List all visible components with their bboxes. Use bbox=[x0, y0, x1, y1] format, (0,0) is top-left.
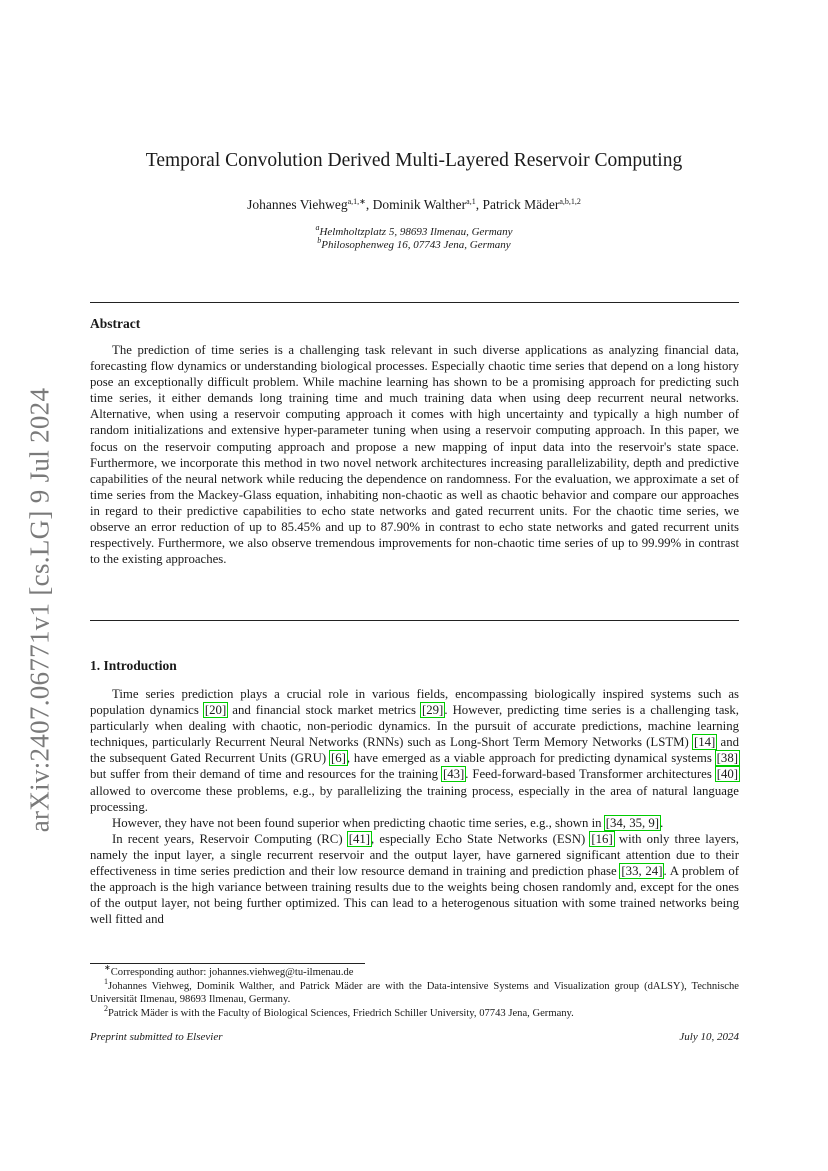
footnotes bbox=[90, 963, 739, 1020]
text-run: . Feed-forward-based Transformer architectures bbox=[465, 767, 716, 782]
footnote bbox=[90, 1003, 739, 1021]
citation-link[interactable]: [16] bbox=[591, 831, 613, 846]
footnote-text: Johannes Viehweg, Dominik Walther, and Patrick Mäder are with the Data-intensive Systems and Visualization group (dALSY), Technische Universität Ilmenau, 98693 Ilmenau, Germany. bbox=[90, 980, 739, 1005]
citation-link[interactable]: [20] bbox=[204, 703, 227, 718]
author-list: Johannes Viehweg$^{a,1,∗}$, Dominik Walther$^{a,1}$, Patrick Mäder$^{a,b,1,2}$ bbox=[247, 197, 581, 212]
citation-link[interactable]: [6] bbox=[330, 751, 346, 766]
abstract-text: The prediction of time series is a challenging task relevant in such diverse applications as analyzing financial data, forecasting flow dynamics or understanding biological processes. Especially chaotic time series that depend on a long history pose an exceptionally difficult problem. While machine learning has shown to be a promising approach for predicting such time series, it either demands long training time and much training data when using deep recurrent neural networks. Alternative, when using a reservoir computing approach it comes with high uncertainty and typically a high number of random initializations and extensive hyper-parameter tuning when using a reservoir computing approach. In this paper, we focus on the reservoir computing approach and propose a new mapping of input data into the reservoir's state space. Furthermore, we incorporate this method in two novel network architectures increasing parallelizability, depth and predictive capabilities of the neural network while reducing the dependence on randomness. For the evaluation, we approximate a set of time series from the Mackey-Glass equation, inhabiting non-chaotic as well as chaotic behavior and compare our approaches in regard to their predictive capabilities to echo state networks and gated recurrent units. For the chaotic time series, we observe an error reduction of up to 85.45% and up to 87.90% in contrast to echo state networks and gated recurrent units respectively. Furthermore, we also observe tremendous improvements for non-chaotic time series of up to 99.99% in contrast to the existing approaches. bbox=[90, 343, 739, 567]
text-run: . However, predicting time series is a challenging task, particularly when dealing with chaotic, non-periodic dynamics. In the pursuit of accurate predictions, machine learning techniques, particularly Recurrent Neural Networks (RNNs) such as Long-Short Term Memory Networks (LSTM) bbox=[90, 703, 739, 750]
citation-link[interactable]: [41] bbox=[348, 831, 371, 846]
affiliation bbox=[90, 223, 738, 239]
footnote-mark: 1 bbox=[104, 976, 108, 986]
abstract-top-rule bbox=[90, 302, 739, 303]
text-run: Time series prediction plays a crucial role in various fields, encompassing biologically inspired systems such as population dynamics bbox=[90, 687, 739, 718]
text-run: with only three layers, namely the input layer, a single recurrent reservoir and the output layer, have garnered significant attention due to their effectiveness in time series prediction and their low resource demand in training and prediction phase bbox=[90, 831, 739, 879]
citation-link[interactable]: [38] bbox=[716, 751, 738, 766]
text-run: allowed to overcome these problems, e.g., by parallelizing the training process, especially in the area of natural language processing. bbox=[90, 783, 739, 814]
text-run: but suffer from their demand of time and resources for the training bbox=[90, 767, 442, 782]
citation-link[interactable]: [40] bbox=[716, 767, 739, 782]
affiliation bbox=[90, 236, 738, 252]
citation-link[interactable]: [29] bbox=[421, 703, 444, 718]
affiliations bbox=[90, 223, 738, 252]
citation-link[interactable]: [33, 24] bbox=[621, 864, 663, 879]
footnote-rule bbox=[90, 963, 365, 964]
text-run: , especially Echo State Networks (ESN) bbox=[371, 831, 591, 846]
abstract-bottom-rule bbox=[90, 620, 739, 621]
paragraph bbox=[90, 686, 739, 815]
affiliation-mark: b bbox=[317, 236, 322, 245]
author-affiliation-marks: a,1,∗ bbox=[347, 197, 366, 206]
section-heading: 1. Introduction bbox=[90, 658, 177, 673]
text-run: , have emerged as a viable approach for predicting dynamical systems bbox=[346, 751, 716, 766]
citation-link[interactable]: [14] bbox=[694, 735, 716, 750]
affiliation-text: Philosophenweg 16, 07743 Jena, Germany bbox=[321, 239, 511, 251]
citation-link[interactable]: [34, 35, 9] bbox=[605, 815, 660, 830]
text-run: In recent years, Reservoir Computing (RC) bbox=[112, 831, 348, 846]
abstract-heading: Abstract bbox=[90, 316, 141, 331]
footnote-text: Corresponding author: johannes.viehweg@tu-ilmenau.de bbox=[110, 967, 354, 978]
text-run: However, they have not been found superior when predicting chaotic time series, e.g., shown in bbox=[112, 815, 605, 830]
author-affiliation-marks: a,1 bbox=[466, 197, 476, 206]
author-name: Johannes Viehweg bbox=[247, 197, 348, 212]
introduction-body bbox=[90, 686, 739, 927]
author-name: Patrick Mäder bbox=[482, 197, 560, 212]
paragraph bbox=[90, 831, 739, 928]
footnote-text: Patrick Mäder is with the Faculty of Biological Sciences, Friedrich Schiller University, 07743 Jena, Germany. bbox=[108, 1007, 574, 1019]
author-affiliation-marks: a,b,1,2 bbox=[559, 197, 581, 206]
preprint-date: July 10, 2024 bbox=[679, 1031, 739, 1043]
affiliation-text: Helmholtzplatz 5, 98693 Ilmenau, Germany bbox=[319, 226, 513, 238]
paragraph bbox=[90, 815, 739, 831]
footnote-mark: 2 bbox=[104, 1003, 108, 1013]
footnote-mark: ∗ bbox=[104, 963, 111, 972]
text-run: and the subsequent Gated Recurrent Units (GRU) bbox=[90, 735, 739, 766]
arxiv-identifier bbox=[20, 380, 60, 840]
text-run: . bbox=[660, 815, 664, 830]
affiliation-mark: a bbox=[315, 223, 320, 232]
text-run: and financial stock market metrics bbox=[227, 703, 421, 718]
author-name: Dominik Walther bbox=[372, 197, 467, 212]
citation-link[interactable]: [43] bbox=[442, 767, 465, 782]
arxiv-identifier-text: arXiv:2407.06771v1 [cs.LG] 9 Jul 2024 bbox=[24, 387, 55, 833]
paper-title: Temporal Convolution Derived Multi-Layered Reservoir Computing bbox=[145, 150, 683, 171]
footnote bbox=[90, 976, 739, 1007]
text-run: . A problem of the approach is the high variance between training results due to the weights being chosen randomly and, except for the ones of the output layer, not being further optimized. This can lead to a heterogenous situation with some trained networks being well fitted and bbox=[90, 864, 739, 927]
footnote bbox=[90, 963, 739, 980]
preprint-note: Preprint submitted to Elsevier bbox=[90, 1031, 223, 1043]
